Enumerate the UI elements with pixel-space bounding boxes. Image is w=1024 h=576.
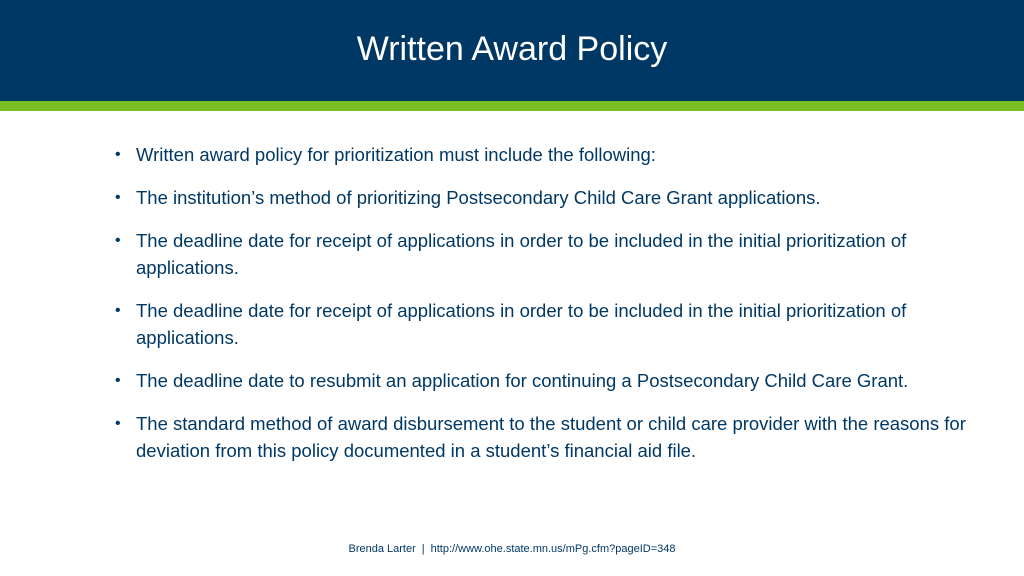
bullet-list: [113, 141, 973, 480]
header-band: [0, 0, 1024, 101]
bullet-icon: •: [115, 372, 121, 389]
bullet-text: The institution’s method of prioritizing Postsecondary Child Care Grant applications.: [136, 187, 821, 208]
bullet-item: [113, 367, 973, 394]
bullet-icon: •: [115, 189, 121, 206]
bullet-item: [113, 297, 973, 351]
bullet-text: The deadline date for receipt of applications in order to be included in the initial prioritization of applications.: [136, 230, 907, 278]
bullet-item: [113, 141, 973, 168]
slide-title: Written Award Policy: [356, 30, 668, 68]
footer: [0, 540, 1024, 558]
footer-author: Brenda Larter: [348, 543, 416, 555]
bullet-text: Written award policy for prioritization must include the following:: [136, 144, 656, 165]
footer-separator: |: [421, 543, 425, 555]
bullet-icon: •: [115, 146, 121, 163]
bullet-item: [113, 184, 973, 211]
bullet-text: The deadline date for receipt of applications in order to be included in the initial prioritization of applications.: [136, 300, 907, 348]
bullet-item: [113, 410, 973, 464]
bullet-icon: •: [115, 302, 121, 319]
bullet-item: [113, 227, 973, 281]
bullet-text: The standard method of award disbursement to the student or child care provider with the reasons for deviation from this policy documented in a student’s financial aid file.: [136, 413, 966, 461]
accent-bar: [0, 101, 1024, 111]
bullet-icon: •: [115, 232, 121, 249]
bullet-icon: •: [115, 415, 121, 432]
bullet-text: The deadline date to resubmit an application for continuing a Postsecondary Child Care Grant.: [136, 370, 909, 391]
footer-url: http://www.ohe.state.mn.us/mPg.cfm?pageID=348: [430, 543, 676, 555]
